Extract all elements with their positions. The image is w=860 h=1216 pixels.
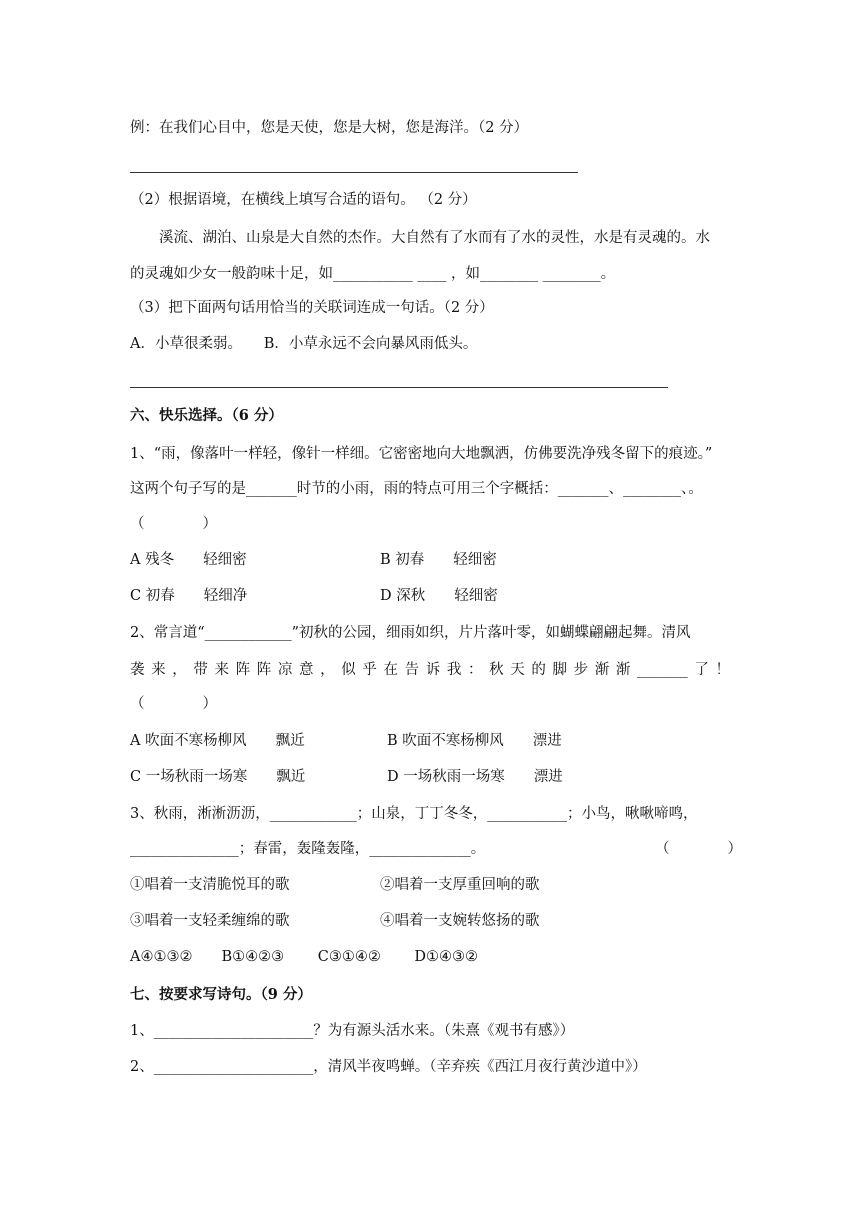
choice-2-stem-line-1: 2、常言道“____________”初秋的公园，细雨如织，片片落叶零，如蝴蝶翩翩起舞。清风 [130,625,691,641]
choice-2-option-d: D 一场秋雨一场寒 漂进 [387,769,563,785]
choice-2-option-c: C 一场秋雨一场寒 飘近 [130,769,306,785]
choice-1-stem-line-2: 这两个句子写的是_______时节的小雨，雨的特点可用三个字概括：_______、________、。 [130,481,703,497]
choice-3-item-1: ①唱着一支清脆悦耳的歌 [130,877,290,893]
justified-char: 告 [404,662,420,678]
justified-char: 我 [446,662,462,678]
section-6-heading: 六、快乐选择。（6 分） [130,407,283,424]
choice-3-item-4: ④唱着一支婉转悠扬的歌 [380,913,540,929]
choice-1-answer-paren: （ ） [130,516,217,532]
question-3-sentences: A．小草很柔弱。 B．小草永远不会向暴风雨低头。 [130,336,478,352]
justified-char: ， [172,662,187,678]
choice-1-option-b: B 初春 轻细密 [380,552,497,568]
justified-char: ： [468,662,483,678]
justified-char: _______ [637,662,688,678]
justified-char: 秋 [489,662,504,678]
choice-1-stem-line-1: 1、“雨，像落叶一样轻，像针一样细。它密密地向大地飘洒，仿佛要洗净残冬留下的痕迹。” [130,446,713,462]
justified-char: 脚 [552,662,567,678]
passage-line-2: 的灵魂如少女一般韵味十足，如___________ ____ ，如________ ________。 [130,266,616,282]
justified-char: 带 [193,662,208,678]
justified-char: 了 [694,662,709,678]
justified-char: 天 [510,662,525,678]
justified-char: 袭 [130,662,145,678]
justified-char: 凉 [277,662,293,678]
choice-1-option-a: A 残冬 轻细密 [130,552,247,568]
justified-char: 步 [573,662,589,678]
justified-char: 在 [383,662,398,678]
question-2-prompt: （2）根据语境，在横线上填写合适的语句。 （2 分） [130,192,477,208]
choice-3-item-2: ②唱着一支厚重回响的歌 [380,877,540,893]
choice-2-option-a: A 吹面不寒杨柳风 飘近 [130,733,305,749]
justified-char: ， [320,662,335,678]
justified-char: 阵 [235,662,251,678]
choice-3-options: A④①③② B①④②③ C③①④② D①④③② [130,949,479,965]
choice-3-stem-line-2: _______________；春雷，轰隆轰隆，______________。 [130,841,486,857]
justified-char: ！ [715,662,730,678]
justified-char: 意 [299,662,314,678]
example-sentence: 例：在我们心目中，您是天使，您是大树，您是海洋。（2 分） [130,120,529,136]
question-3-prompt: （3）把下面两句话用恰当的关联词连成一句话。（2 分） [130,300,494,316]
choice-2-answer-paren: （ ） [130,696,217,712]
justified-char: 阵 [256,662,272,678]
justified-char: 诉 [425,662,441,678]
choice-1-option-c: C 初春 轻细净 [130,588,248,604]
answer-line [130,387,668,388]
answer-line [130,172,578,173]
justified-char: 渐 [615,662,631,678]
poem-line-2: 2、______________________，清风半夜鸣蝉。（辛弃疾《西江月夜行黄沙道中》） [130,1059,647,1075]
justified-char: 乎 [362,662,377,678]
choice-2-option-b: B 吹面不寒杨柳风 漂进 [387,733,562,749]
choice-2-stem-line-2 [130,660,730,680]
choice-3-stem-line-1: 3、秋雨，淅淅沥沥，____________；山泉，丁丁冬冬，___________；小鸟，啾啾啼鸣， [130,806,698,822]
justified-char: 渐 [594,662,610,678]
justified-char: 来 [214,662,229,678]
choice-3-answer-paren: （ ） [655,841,742,857]
poem-line-1: 1、______________________？为有源头活水来。（朱熹《观书有感》） [130,1023,575,1039]
justified-char: 似 [341,662,356,678]
justified-char: 的 [531,662,546,678]
justified-char: 来 [151,662,166,678]
passage-line-1: 溪流、湖泊、山泉是大自然的杰作。大自然有了水而有了水的灵性，水是有灵魂的。水 [130,230,710,246]
section-7-heading: 七、按要求写诗句。（9 分） [130,986,312,1003]
choice-3-item-3: ③唱着一支轻柔缠绵的歌 [130,913,290,929]
choice-1-option-d: D 深秋 轻细密 [380,588,498,604]
